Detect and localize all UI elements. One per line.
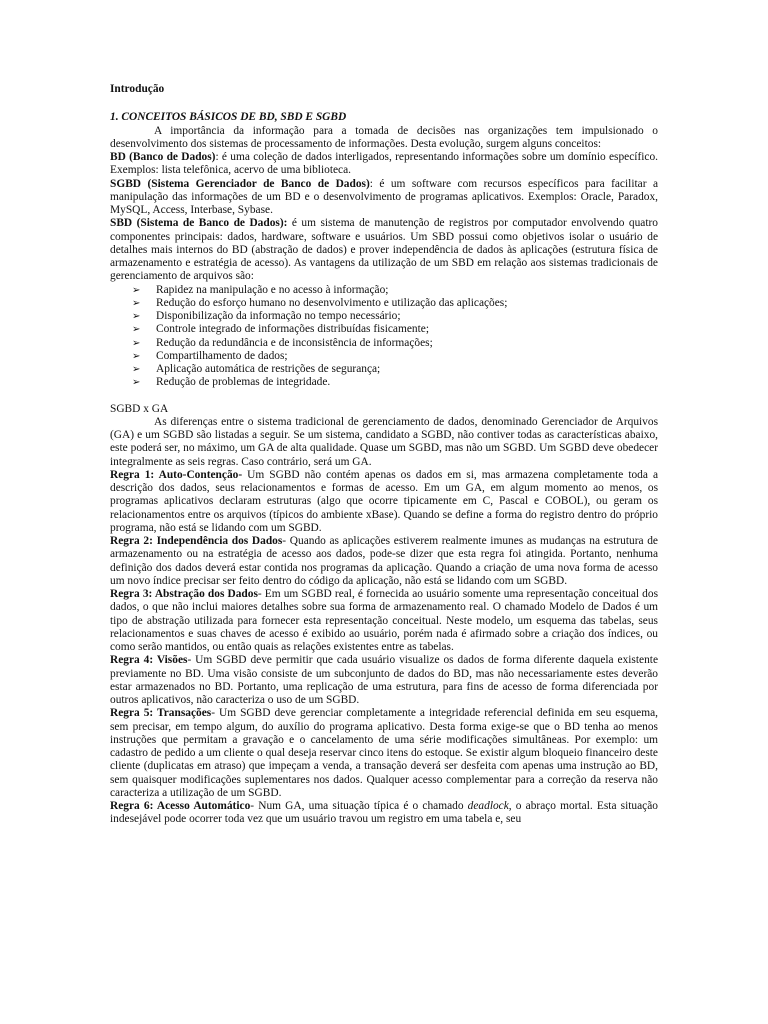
list-item [132, 363, 658, 376]
advantages-list [110, 284, 658, 390]
rule-text: - Num GA, uma situação típica é o chamado [250, 800, 468, 812]
list-item [132, 284, 658, 297]
rule-4 [110, 654, 658, 707]
rule-text: Um SGBD não contém apenas os dados em si, mas armazena completamente toda a descrição dos dados, seus relacionamentos e formas de acesso. Em um GA, em algum momento ao menos, os programas aplicativos declaram estruturas (algo que ocorre tipicamente em C, Pascal e COBOL), ou geram os relacionamentos entre os arquivos (típicos do ambiente xBase). Quando se define a forma do registro dentro do próprio programa, não está se lidando com um SGBD. [110, 468, 658, 534]
list-item [132, 297, 658, 310]
term-sgbd: SGBD (Sistema Gerenciador de Banco de Dados) [110, 177, 370, 190]
rule-text: - Quando as aplicações estiverem realmente imunes as mudanças na estrutura de armazenamento ou na estratégia de acesso aos dados, pode-se dizer que esta regra foi atingida. Portanto, nenhuma definição dos dados deverá estar contida nos programas da aplicação. Quando a criação de uma nova forma de acesso um novo índice precisar ser feito dentro do código da aplicação, não está se lidando com um SGBD. [110, 535, 658, 587]
rule-term-deadlock: deadlock [467, 800, 509, 812]
list-item-text: Compartilhamento de dados; [156, 349, 288, 362]
arrow-bullet-icon: ➢ [132, 284, 141, 296]
rule-2 [110, 535, 658, 588]
rule-title: Regra 4: Visões [110, 654, 188, 667]
page-title: Introdução [110, 83, 165, 95]
definition-sbd-text: é um sistema de manutenção de registros por computador envolvendo quatro componentes principais: dados, hardware, software e usuários. Um SBD possui como objetivos isolar o usuário de detalhes mais internos do BD (abstração de dados) e prover independência de dados às aplicações (estrutura física de armazenamento e estratégia de acesso). As vantagens da utilização de um SBD em relação aos sistemas tradicionais de gerenciamento de arquivos são: [110, 217, 658, 283]
list-item-text: Redução do esforço humano no desenvolvimento e utilização das aplicações; [156, 296, 508, 309]
rule-text: - Um SGBD deve gerenciar completamente a integridade referencial definida em seu esquema, sem precisar, em tempo algum, do auxílio do programa aplicativo. Desta forma exige-se que o BD tenha ao menos instruções que permitam a gravação e o cancelamento de uma série modificações simultâneas. Por exemplo: um cadastro de pedido a um cliente o qual deseja reservar cinco itens do estoque. Se existir algum bloqueio financeiro deste cliente (duplicatas em atraso) que impeçam a venda, a transação deverá ser desfeita com apenas uma instrução ao BD, sem quaisquer modificações suplementares nos dados. Qualquer acesso complementar para a correção da reserva não caracteriza a utilização de um SGBD. [110, 707, 658, 799]
definition-sgbd-text: : é um software com recursos específicos para facilitar a manipulação das informações de um BD e o desenvolvimento de programas aplicativos. Exemplos: Oracle, Paradox, MySQL, Access, Interbase, Sybase. [110, 177, 658, 216]
list-item-text: Disponibilização da informação no tempo necessário; [156, 310, 401, 322]
list-item-text: Redução da redundância e de inconsistência de informações; [156, 336, 433, 349]
list-item [132, 310, 658, 323]
rule-text: - Em um SGBD real, é fornecida ao usuário somente uma representação conceitual dos dados, o que não inclui maiores detalhes sobre sua forma de armazenamento real. O chamado Modelo de Dados é um tipo de abstração utilizada para fornecer esta representação conceitual. Neste modelo, um esquema das tabelas, seus relacionamentos e suas chaves de acesso é exibido ao usuário, porém nada é afirmado sobre a criação dos índices, ou como serão mantidos, ou então quais as relações existentes entre as tabelas. [110, 588, 658, 653]
list-item [132, 337, 658, 350]
term-bd: BD (Banco de Dados) [110, 151, 216, 163]
definition-sbd [110, 217, 658, 283]
rule-text: - Um SGBD deve permitir que cada usuário visualize os dados de forma diferente daquela existente previamente no BD. Uma visão consiste de um subconjunto de dados do BD, mas não necessariamente estes deverão estar armazenados no BD. Portanto, uma replicação de uma estrutura, para fins de acesso de forma diferenciada por outros aplicativos, não caracteriza o uso de um SGBD. [110, 654, 658, 706]
rule-3 [110, 588, 658, 654]
list-item [132, 350, 658, 363]
rule-title: Regra 2: Independência dos Dados [110, 535, 283, 547]
arrow-bullet-icon: ➢ [132, 297, 141, 309]
list-item [132, 376, 658, 389]
list-item-text: Controle integrado de informações distribuídas fisicamente; [156, 323, 429, 336]
rule-title: Regra 3: Abstração dos Dados [110, 588, 258, 600]
term-sbd: SBD (Sistema de Banco de Dados): [110, 217, 288, 230]
rule-1 [110, 469, 658, 535]
sgbd-ga-heading: SGBD x GA [110, 402, 169, 415]
arrow-bullet-icon: ➢ [132, 324, 141, 336]
definition-sgbd [110, 178, 658, 218]
list-item-text: Rapidez na manipulação e no acesso à informação; [156, 283, 389, 296]
list-item-text: Aplicação automática de restrições de segurança; [156, 363, 381, 375]
definition-bd [110, 151, 658, 178]
arrow-bullet-icon: ➢ [132, 311, 141, 322]
sgbd-ga-paragraph: As diferenças entre o sistema tradicional de gerenciamento de dados, denominado Gerenciador de Arquivos (GA) e um SGBD são listadas a seguir. Se um sistema, candidato a SGBD, não contiver todas as características abaixo, este poderá ser, no máximo, um GA de alta qualidade. Quase um SGBD, mas não um SGBD. Um SGBD deve obedecer integralmente as seis regras. Caso contrário, será um GA. [110, 415, 658, 468]
paragraph-intro: A importância da informação para a tomada de decisões nas organizações tem impulsionado o desenvolvimento dos sistemas de processamento de informações. Desta evolução, surgem alguns conceitos: [110, 124, 658, 150]
section-heading: 1. CONCEITOS BÁSICOS DE BD, SBD E SGBD [110, 111, 347, 124]
arrow-bullet-icon: ➢ [132, 364, 141, 375]
rule-5 [110, 707, 658, 800]
list-item [132, 323, 658, 336]
section-spacer [110, 390, 658, 403]
rule-title: Regra 1: Auto-Contenção- [110, 468, 243, 481]
rule-title: Regra 5: Transações [110, 707, 212, 720]
definition-bd-text: : é uma coleção de dados interligados, representando informações sobre um domínio específico. Exemplos: lista telefônica, acervo de uma biblioteca. [110, 151, 658, 177]
arrow-bullet-icon: ➢ [132, 350, 141, 362]
rule-6 [110, 800, 658, 827]
arrow-bullet-icon: ➢ [132, 337, 141, 349]
rule-text: , o abraço mortal. Esta situação indesejável pode ocorrer toda vez que um usuário travou um registro em uma tabela e, seu [110, 800, 658, 826]
list-item-text: Redução de problemas de integridade. [156, 376, 331, 389]
arrow-bullet-icon: ➢ [132, 377, 141, 389]
rule-title: Regra 6: Acesso Automático [110, 800, 251, 812]
